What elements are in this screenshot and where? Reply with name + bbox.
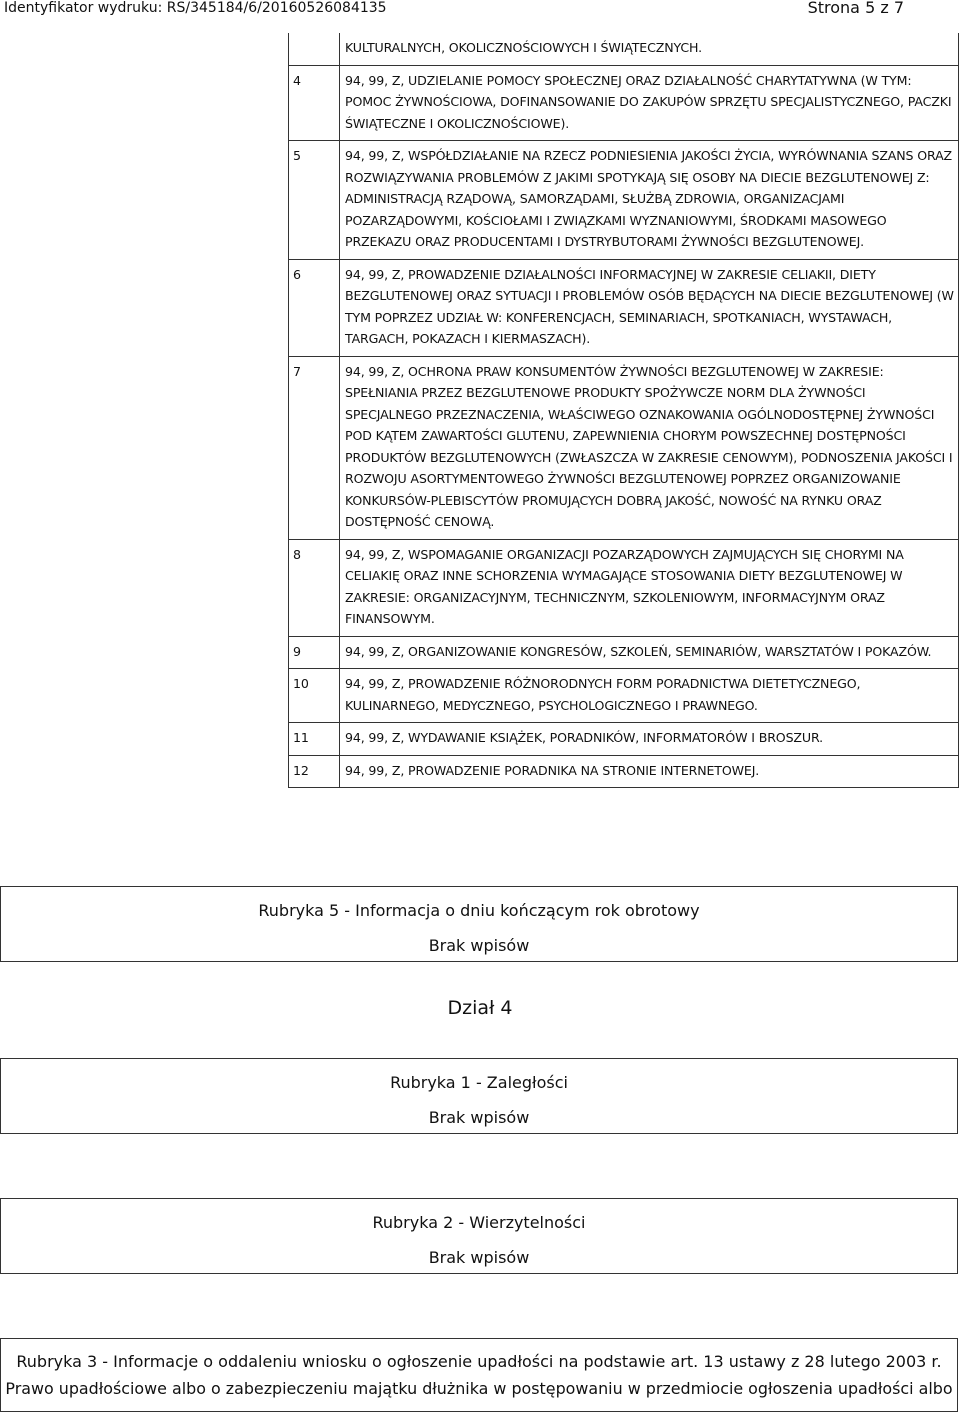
rubryka-5-box	[0, 886, 958, 962]
print-header	[0, 0, 960, 18]
row-number: 10	[289, 669, 340, 723]
row-text: 94, 99, Z, WSPOMAGANIE ORGANIZACJI POZARZĄDOWYCH ZAJMUJĄCYCH SIĘ CHORYMI NA CELIAKIĘ ORAZ INNE SCHORZENIA WYMAGAJĄCE STOSOWANIA DIETY BEZGLUTENOWEJ W ZAKRESIE: ORGANIZACYJNYM, TECHNICZNYM, SZKOLENIOWYM, INFORMACYJNYM ORAZ FINANSOWYM.	[340, 539, 959, 636]
row-number: 11	[289, 723, 340, 756]
rubryka-1-title: Rubryka 1 - Zaległości	[390, 1073, 568, 1092]
rubryka-2-box	[0, 1198, 958, 1274]
row-number: 4	[289, 65, 340, 141]
row-text: 94, 99, Z, WSPÓŁDZIAŁANIE NA RZECZ PODNIESIENIA JAKOŚCI ŻYCIA, WYRÓWNANIA SZANS ORAZ ROZWIĄZYWANIA PROBLEMÓW Z JAKIMI SPOTYKAJĄ SIĘ OSOBY NA DIECIE BEZGLUTENOWEJ Z: ADMINISTRACJĄ RZĄDOWĄ, SAMORZĄDAMI, SŁUŻBĄ ZDROWIA, ORGANIZACJAMI POZARZĄDOWYMI, KOŚCIOŁAMI I ZWIĄZKAMI WYZNANIOWYMI, ŚRODKAMI MASOWEGO PRZEKAZU ORAZ PRODUCENTAMI I DYSTRYBUTORAMI ŻYWNOŚCI BEZGLUTENOWEJ.	[340, 141, 959, 260]
row-number: 7	[289, 356, 340, 539]
table-row	[289, 755, 959, 788]
row-number: 5	[289, 141, 340, 260]
table-row	[289, 356, 959, 539]
row-number: 8	[289, 539, 340, 636]
row-number: 6	[289, 259, 340, 356]
table-row	[289, 141, 959, 260]
rubryka-2-value: Brak wpisów	[428, 1248, 530, 1267]
row-text: 94, 99, Z, ORGANIZOWANIE KONGRESÓW, SZKOLEŃ, SEMINARIÓW, WARSZTATÓW I POKAZÓW.	[340, 636, 959, 669]
table-row	[289, 723, 959, 756]
rubryka-2-title: Rubryka 2 - Wierzytelności	[372, 1213, 586, 1232]
row-number: 12	[289, 755, 340, 788]
table-row	[289, 669, 959, 723]
section-heading: Dział 4	[447, 997, 513, 1019]
row-number	[289, 33, 340, 65]
row-text: 94, 99, Z, PROWADZENIE DZIAŁALNOŚCI INFORMACYJNEJ W ZAKRESIE CELIAKII, DIETY BEZGLUTENOWEJ ORAZ SYTUACJI I PROBLEMÓW OSÓB BĘDĄCYCH NA DIECIE BEZGLUTENOWEJ (W TYM POPRZEZ UDZIAŁ W: KONFERENCJACH, SEMINARIACH, SPOTKANIACH, WYSTAWACH, TARGACH, POKAZACH I KIERMASZACH).	[340, 259, 959, 356]
row-text: 94, 99, Z, OCHRONA PRAW KONSUMENTÓW ŻYWNOŚCI BEZGLUTENOWEJ W ZAKRESIE: SPEŁNIANIA PRZEZ BEZGLUTENOWE PRODUKTY SPOŻYWCZE NORM DLA ŻYWNOŚCI SPECJALNEGO PRZEZNACZENIA, WŁAŚCIWEGO OZNAKOWANIA OGÓLNODOSTĘPNEJ ŻYWNOŚCI POD KĄTEM ZAWARTOŚCI GLUTENU, ZAPEWNIENIA CHORYM POWSZECHNEJ DOSTĘPNOŚCI PRODUKTÓW BEZGLUTENOWYCH (ZWŁASZCZA W ZAKRESIE CENOWYM), PODNOSZENIA JAKOŚCI I ROZWOJU ASORTYMENTOWEGO ŻYWNOŚCI BEZGLUTENOWEJ POPRZEZ ORGANIZOWANIE KONKURSÓW-PLEBISCYTÓW PROMUJĄCYCH DOBRĄ JAKOŚĆ, NOWOŚĆ NA RYNKU ORAZ DOSTĘPNOŚĆ CENOWĄ.	[340, 356, 959, 539]
activities-table	[288, 33, 959, 788]
print-identifier: Identyfikator wydruku: RS/345184/6/20160526084135	[4, 0, 387, 16]
row-text: 94, 99, Z, UDZIELANIE POMOCY SPOŁECZNEJ ORAZ DZIAŁALNOŚĆ CHARYTATYWNA (W TYM: POMOC ŻYWNOŚCIOWA, DOFINANSOWANIE DO ZAKUPÓW SPRZĘTU SPECJALISTYCZNEGO, PACZKI ŚWIĄTECZNE I OKOLICZNOŚCIOWE).	[340, 65, 959, 141]
row-text: 94, 99, Z, WYDAWANIE KSIĄŻEK, PORADNIKÓW, INFORMATORÓW I BROSZUR.	[340, 723, 959, 756]
table-row	[289, 259, 959, 356]
rubryka-3-title: Rubryka 3 - Informacje o oddaleniu wniosku o ogłoszenie upadłości na podstawie art. 13 ustawy z 28 lutego 2003 r.	[16, 1352, 942, 1371]
page-number: Strona 5 z 7	[807, 0, 904, 17]
rubryka-1-value: Brak wpisów	[428, 1108, 530, 1127]
row-number: 9	[289, 636, 340, 669]
row-text: 94, 99, Z, PROWADZENIE RÓŻNORODNYCH FORM PORADNICTWA DIETETYCZNEGO, KULINARNEGO, MEDYCZNEGO, PSYCHOLOGICZNEGO I PRAWNEGO.	[340, 669, 959, 723]
table-row	[289, 636, 959, 669]
rubryka-5-value: Brak wpisów	[428, 936, 530, 955]
rubryka-3-box	[0, 1338, 958, 1412]
table-row	[289, 33, 959, 65]
rubryka-1-box	[0, 1058, 958, 1134]
row-text: KULTURALNYCH, OKOLICZNOŚCIOWYCH I ŚWIĄTECZNYCH.	[340, 33, 959, 65]
table-row	[289, 539, 959, 636]
row-text: 94, 99, Z, PROWADZENIE PORADNIKA NA STRONIE INTERNETOWEJ.	[340, 755, 959, 788]
table-row	[289, 65, 959, 141]
rubryka-3-title-cont: Prawo upadłościowe albo o zabezpieczeniu majątku dłużnika w postępowaniu w przedmiocie ogłoszenia upadłości albo	[5, 1379, 953, 1398]
rubryka-5-title: Rubryka 5 - Informacja o dniu kończącym rok obrotowy	[258, 901, 700, 920]
